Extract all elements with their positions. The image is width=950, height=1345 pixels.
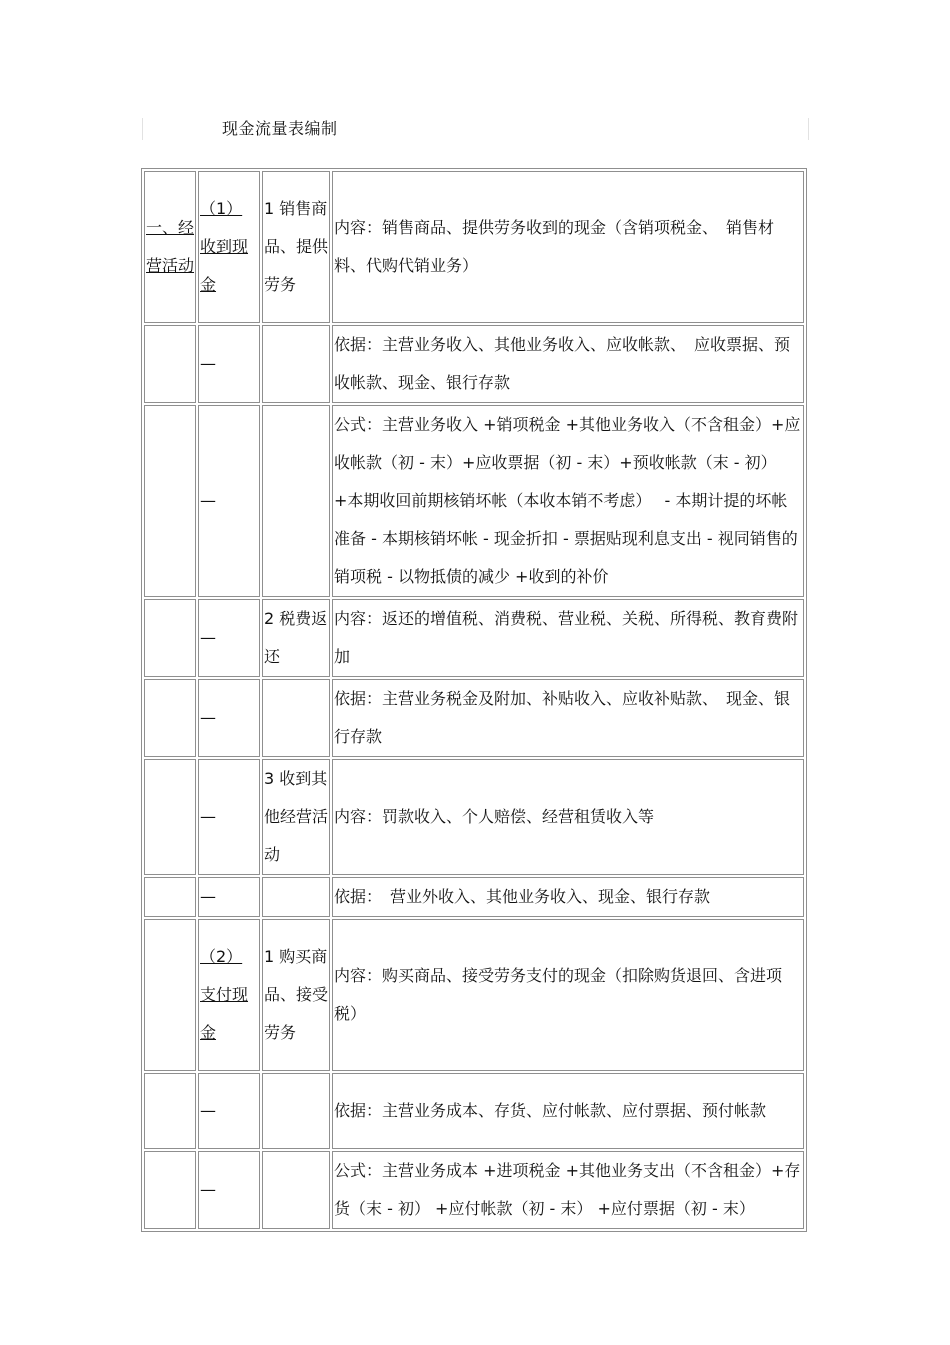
detail-cell: 依据： 营业外收入、其他业务收入、现金、银行存款	[332, 877, 804, 917]
subcategory-cell: —	[198, 599, 260, 677]
category-cell	[144, 1073, 196, 1149]
table-row	[144, 325, 804, 403]
item-cell	[262, 1151, 330, 1229]
category-cell	[144, 919, 196, 1071]
detail-cell: 内容：罚款收入、个人赔偿、经营租赁收入等	[332, 759, 804, 875]
item-cell	[262, 877, 330, 917]
subcategory-cell: —	[198, 759, 260, 875]
item-cell	[262, 1073, 330, 1149]
category-cell	[144, 759, 196, 875]
table-row	[144, 1073, 804, 1149]
table-row	[144, 877, 804, 917]
subcategory-cell: —	[198, 405, 260, 597]
subcategory-cell: （1）收到现金	[198, 171, 260, 323]
item-cell: 3 收到其他经营活动	[262, 759, 330, 875]
detail-cell: 公式：主营业务成本 +进项税金 +其他业务支出（不含租金）+存货（末 - 初） +应付帐款（初 - 末） +应付票据（初 - 末）	[332, 1151, 804, 1229]
table-row	[144, 1151, 804, 1229]
cash-flow-table	[141, 168, 807, 1232]
category-cell	[144, 405, 196, 597]
category-cell: 一、经营活动	[144, 171, 196, 323]
table-row	[144, 679, 804, 757]
table-row	[144, 405, 804, 597]
detail-cell: 内容：购买商品、接受劳务支付的现金（扣除购货退回、含进项税）	[332, 919, 804, 1071]
detail-cell: 内容：返还的增值税、消费税、营业税、关税、所得税、教育费附加	[332, 599, 804, 677]
item-cell: 1 购买商品、接受劳务	[262, 919, 330, 1071]
category-cell	[144, 1151, 196, 1229]
category-cell	[144, 679, 196, 757]
subcategory-cell: —	[198, 1073, 260, 1149]
category-cell	[144, 325, 196, 403]
subcategory-cell: —	[198, 679, 260, 757]
item-cell	[262, 679, 330, 757]
item-cell	[262, 405, 330, 597]
detail-cell: 依据：主营业务收入、其他业务收入、应收帐款、 应收票据、预收帐款、现金、银行存款	[332, 325, 804, 403]
detail-cell: 内容：销售商品、提供劳务收到的现金（含销项税金、 销售材料、代购代销业务）	[332, 171, 804, 323]
item-cell: 1 销售商品、提供劳务	[262, 171, 330, 323]
page-title: 现金流量表编制	[222, 119, 338, 138]
subcategory-cell: —	[198, 325, 260, 403]
category-cell	[144, 599, 196, 677]
subcategory-cell: —	[198, 1151, 260, 1229]
subcategory-cell: —	[198, 877, 260, 917]
detail-cell: 依据：主营业务成本、存货、应付帐款、应付票据、预付帐款	[332, 1073, 804, 1149]
table-row	[144, 171, 804, 323]
category-cell	[144, 877, 196, 917]
table-row	[144, 759, 804, 875]
table-row	[144, 599, 804, 677]
subcategory-cell: （2）支付现金	[198, 919, 260, 1071]
item-cell: 2 税费返还	[262, 599, 330, 677]
table-row	[144, 919, 804, 1071]
detail-cell: 依据：主营业务税金及附加、补贴收入、应收补贴款、 现金、银行存款	[332, 679, 804, 757]
detail-cell: 公式：主营业务收入 +销项税金 +其他业务收入（不含租金）+应收帐款（初 - 末）+应收票据（初 - 末）+预收帐款（末 - 初） +本期收回前期核销坏帐（本收本销不考虑） - 本期计提的坏帐准备 - 本期核销坏帐 - 现金折扣 - 票据贴现利息支出 - 视同销售的销项税 - 以物抵债的减少 +收到的补价	[332, 405, 804, 597]
item-cell	[262, 325, 330, 403]
